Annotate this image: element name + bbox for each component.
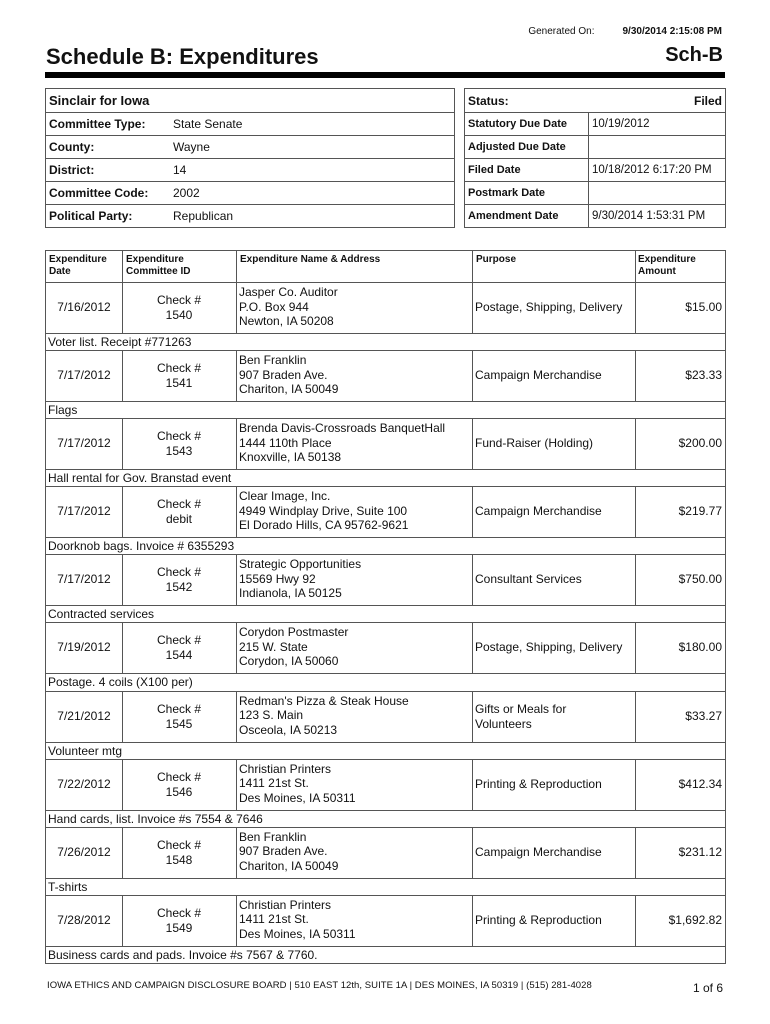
expenditure-amount: $219.77 [678,504,722,519]
expenditure-date: 7/17/2012 [57,504,111,519]
purpose [475,640,635,654]
payee-address-line: P.O. Box 944 [239,299,309,314]
status-row [465,89,725,112]
purpose [475,572,635,586]
column-divider [635,896,636,947]
row-note: Hall rental for Gov. Branstad event [46,470,725,487]
column-divider [472,555,473,606]
field-value: 10/19/2012 [592,118,650,130]
column-divider [122,251,123,283]
payee [239,762,356,806]
column-divider [236,896,237,947]
field-label: Filed Date [465,159,589,181]
check-label: Check # [156,769,202,784]
status-field-row [465,112,725,135]
row-note: Hand cards, list. Invoice #s 7554 & 7646 [46,811,725,828]
field-label: Committee Type: [49,117,146,131]
expenditure-amount: $15.00 [685,300,722,314]
header-amount [638,254,696,278]
payee-address-line: 15569 Hwy 92 [239,571,316,586]
generated-label: Generated On: [528,26,595,37]
header-text: Expenditure [126,254,184,265]
payee-address-line: 4949 Windplay Drive, Suite 100 [239,503,408,518]
column-divider [635,351,636,402]
committee-field-row [46,181,454,204]
payee [239,489,408,533]
expenditure-date: 7/17/2012 [57,368,111,383]
payee-name: Clear Image, Inc. [239,489,331,504]
header-text: Committee ID [126,266,191,277]
payee [239,421,445,465]
row-note: Postage. 4 coils (X100 per) [46,674,725,691]
expenditure-date: 7/22/2012 [57,776,111,791]
payee [239,557,361,601]
column-divider [122,896,123,947]
check-label: Check # [156,361,202,376]
column-divider [472,692,473,743]
status-label: Status: [468,93,509,108]
table-row [46,692,725,760]
check-number: 1549 [165,920,193,935]
column-divider [122,828,123,879]
purpose-text: Printing & Reproduction [475,776,602,791]
expenditures-table [45,250,726,964]
field-value: Wayne [173,140,210,154]
committee-id [124,702,234,732]
header-text: Expenditure [49,254,107,265]
status-field-row [465,204,725,227]
generated-value: 9/30/2014 2:15:08 PM [622,26,722,37]
status-value: Filed [693,93,722,108]
purpose [475,504,635,518]
check-number: 1548 [165,852,193,867]
expenditure-amount: $412.34 [678,776,722,791]
row-main [46,623,725,674]
check-number: 1544 [165,648,193,663]
committee-id [124,497,234,527]
check-label: Check # [156,497,202,512]
header-text: Expenditure [638,254,696,265]
field-value: 2002 [173,186,200,200]
column-divider [472,896,473,947]
payee-city-line: Osceola, IA 50213 [239,722,338,737]
footer-text: IOWA ETHICS AND CAMPAIGN DISCLOSURE BOARD | 510 EAST 12th, SUITE 1A | DES MOINES, IA 50319 | (515) 281-4028 [47,980,592,991]
table-body [46,283,725,964]
row-note: Voter list. Receipt #771263 [46,334,725,351]
committee-id [124,565,234,595]
payee-city-line: Des Moines, IA 50311 [239,790,356,805]
payee-city-line: Knoxville, IA 50138 [239,450,342,465]
column-divider [122,555,123,606]
header-committee-id [126,254,190,278]
expenditure-amount: $23.33 [685,368,722,383]
payee-city-line: Indianola, IA 50125 [239,586,342,601]
expenditure-date: 7/16/2012 [57,300,111,314]
table-row [46,283,725,351]
check-label: Check # [156,633,202,648]
column-divider [236,351,237,402]
row-main [46,760,725,811]
row-main [46,283,725,334]
purpose-text: Postage, Shipping, Delivery [475,300,623,314]
table-row [46,896,725,964]
table-row [46,555,725,623]
header-payee: Expenditure Name & Address [240,254,381,265]
row-main [46,692,725,743]
field-value: State Senate [173,117,243,131]
expenditure-amount: $750.00 [678,572,722,587]
check-label: Check # [156,837,202,852]
purpose [475,300,635,314]
status-field-row [465,181,725,204]
field-value: Republican [173,209,234,223]
column-divider [122,692,123,743]
payee-address-line: 1411 21st St. [239,776,309,791]
payee-name: Jasper Co. Auditor [239,285,338,299]
row-main [46,828,725,879]
column-divider [635,555,636,606]
row-main [46,487,725,538]
column-divider [635,760,636,811]
payee-city-line: Chariton, IA 50049 [239,858,339,873]
payee [239,898,356,942]
field-label: Committee Code: [49,186,149,200]
expenditure-amount: $180.00 [678,640,722,655]
committee-id [124,838,234,868]
column-divider [236,487,237,538]
status-field-row [465,135,725,158]
status-box [464,88,726,228]
header-rule [45,72,725,78]
column-divider [122,760,123,811]
field-label: Amendment Date [465,205,589,227]
check-number: 1545 [165,716,193,731]
payee-city-line: Newton, IA 50208 [239,314,334,328]
committee-id [124,361,234,391]
committee-field-row [46,158,454,181]
field-label: District: [49,163,95,177]
payee [239,830,338,874]
column-divider [472,283,473,334]
payee-city-line: El Dorado Hills, CA 95762-9621 [239,518,409,533]
purpose-text: Campaign Merchandise [475,844,602,859]
column-divider [122,419,123,470]
column-divider [122,487,123,538]
purpose-text: Volunteers [475,716,532,731]
expenditure-date: 7/26/2012 [57,844,111,859]
column-divider [472,760,473,811]
column-divider [635,251,636,283]
column-divider [236,251,237,283]
payee-name: Ben Franklin [239,829,307,844]
field-value: 14 [173,163,187,177]
row-note: Business cards and pads. Invoice #s 7567 & 7760. [46,947,725,964]
field-label: Postmark Date [465,182,589,204]
field-label: County: [49,140,95,154]
payee-address-line: 907 Braden Ave. [239,367,328,382]
check-label: Check # [156,565,202,580]
header-text: Date [49,266,71,277]
expenditure-date: 7/17/2012 [57,572,111,587]
payee-name: Christian Printers [239,761,332,776]
check-number: 1543 [165,444,193,459]
column-divider [236,692,237,743]
committee-field-row [46,112,454,135]
committee-name-row [46,89,454,112]
committee-id [124,906,234,936]
column-divider [635,419,636,470]
payee-name: Brenda Davis-Crossroads BanquetHall [239,421,446,436]
row-note: Volunteer mtg [46,743,725,760]
table-row [46,351,725,419]
purpose-text: Campaign Merchandise [475,504,602,519]
payee-name: Christian Printers [239,897,332,912]
committee-info-box [45,88,455,228]
column-divider [472,623,473,674]
header-text: Amount [638,266,676,277]
committee-name: Sinclair for Iowa [49,93,150,108]
payee [239,353,338,397]
purpose-text: Consultant Services [475,572,582,587]
schedule-code: Sch-B [665,44,723,66]
table-row [46,419,725,487]
check-label: Check # [156,293,202,307]
column-divider [236,760,237,811]
column-divider [472,487,473,538]
row-main [46,351,725,402]
payee-address-line: 907 Braden Ave. [239,844,328,859]
row-note: Doorknob bags. Invoice # 6355293 [46,538,725,555]
column-divider [472,419,473,470]
header-date [49,254,107,278]
column-divider [122,623,123,674]
row-note: T-shirts [46,879,725,896]
column-divider [472,251,473,283]
expenditure-amount: $200.00 [678,436,722,451]
payee-name: Ben Franklin [239,353,307,368]
column-divider [635,623,636,674]
payee-address-line: 123 S. Main [239,708,304,723]
row-note: Contracted services [46,606,725,623]
page-number: 1 of 6 [692,981,723,995]
purpose [475,702,635,732]
purpose-text: Printing & Reproduction [475,912,602,927]
column-divider [236,623,237,674]
payee-city-line: Corydon, IA 50060 [239,654,339,669]
committee-id [124,293,234,323]
column-divider [635,283,636,334]
column-divider [236,555,237,606]
table-row [46,623,725,691]
committee-field-row [46,204,454,227]
column-divider [122,283,123,334]
column-divider [635,487,636,538]
payee [239,625,348,669]
expenditure-amount: $231.12 [678,844,722,859]
column-divider [635,828,636,879]
table-row [46,828,725,896]
payee-address-line: 215 W. State [239,639,308,654]
committee-field-row [46,135,454,158]
check-number: debit [165,512,193,527]
payee-city-line: Des Moines, IA 50311 [239,926,356,941]
row-note: Flags [46,402,725,419]
field-label: Adjusted Due Date [465,136,589,158]
column-divider [472,828,473,879]
column-divider [122,351,123,402]
check-label: Check # [156,429,202,444]
check-label: Check # [156,905,202,920]
purpose [475,845,635,859]
table-row [46,760,725,828]
committee-id [124,633,234,663]
column-divider [635,692,636,743]
expenditure-date: 7/21/2012 [57,708,111,723]
header-purpose: Purpose [476,254,517,265]
payee-name: Corydon Postmaster [239,625,349,640]
check-number: 1546 [165,784,193,799]
purpose [475,436,635,450]
status-field-row [465,158,725,181]
field-value: 9/30/2014 1:53:31 PM [592,210,706,222]
column-divider [472,351,473,402]
generated-on [499,26,722,37]
field-label: Political Party: [49,209,133,223]
expenditure-date: 7/17/2012 [57,436,111,451]
column-divider [236,283,237,334]
expenditure-amount: $1,692.82 [668,912,722,927]
payee-name: Redman's Pizza & Steak House [239,693,409,708]
purpose-text: Gifts or Meals for [475,701,567,716]
payee [239,285,338,329]
field-label: Statutory Due Date [465,113,589,135]
row-main [46,896,725,947]
purpose [475,913,635,927]
payee-address-line: 1444 110th Place [239,435,332,450]
expenditure-amount: $33.27 [685,708,722,723]
table-header [46,251,725,283]
check-number: 1540 [165,308,193,322]
check-number: 1542 [165,580,193,595]
purpose-text: Campaign Merchandise [475,368,602,383]
purpose-text: Postage, Shipping, Delivery [475,640,623,655]
column-divider [236,828,237,879]
page-title: Schedule B: Expenditures [46,44,319,69]
expenditure-date: 7/28/2012 [57,912,111,927]
payee-address-line: 1411 21st St. [239,912,309,927]
committee-id [124,429,234,459]
column-divider [236,419,237,470]
expenditure-date: 7/19/2012 [57,640,111,655]
payee [239,694,409,738]
field-value: 10/18/2012 6:17:20 PM [592,164,712,176]
check-label: Check # [156,701,202,716]
row-main [46,419,725,470]
payee-city-line: Chariton, IA 50049 [239,382,339,397]
table-row [46,487,725,555]
check-number: 1541 [165,376,193,391]
purpose [475,368,635,382]
purpose [475,777,635,791]
payee-name: Strategic Opportunities [239,557,362,572]
purpose-text: Fund-Raiser (Holding) [475,436,594,451]
row-main [46,555,725,606]
committee-id [124,770,234,800]
